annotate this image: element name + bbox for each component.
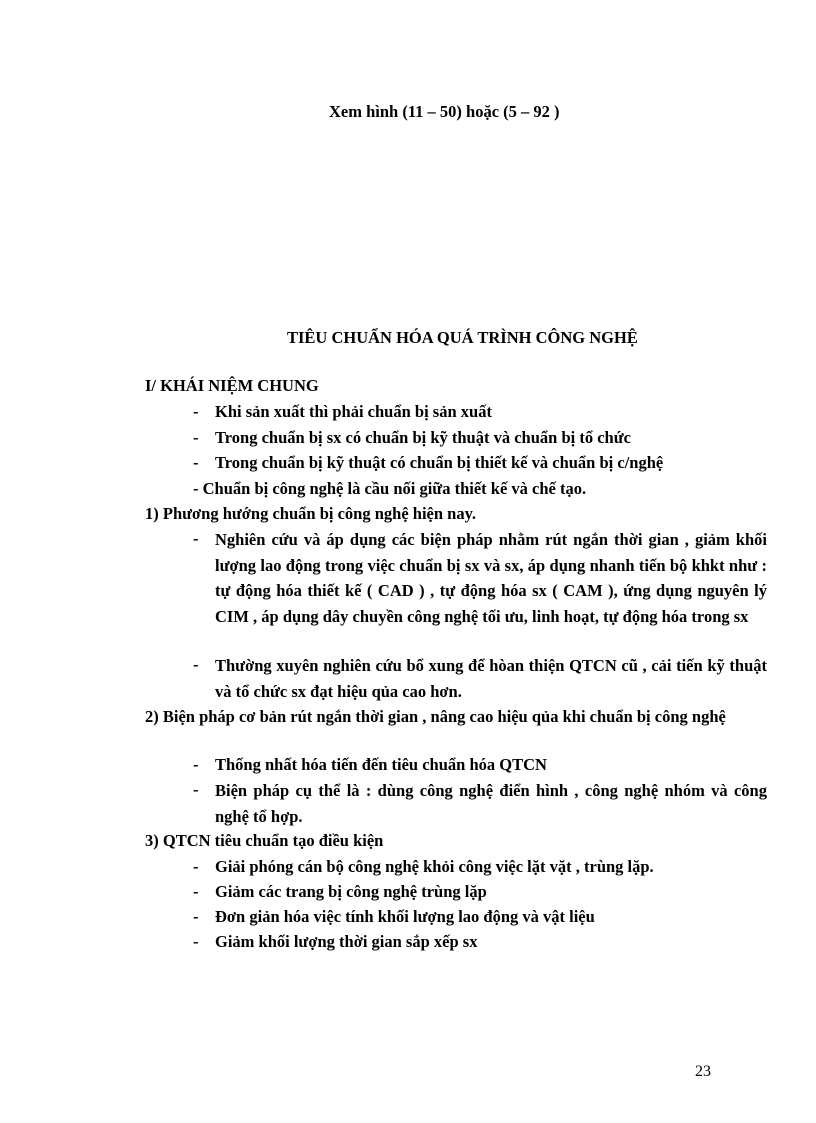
- list-item: Giảm khối lượng thời gian sắp xếp sx: [215, 932, 478, 951]
- list-item: Trong chuẩn bị sx có chuẩn bị kỹ thuật và chuẩn bị tổ chức: [215, 428, 631, 447]
- bullet-dash: -: [193, 428, 199, 447]
- list-item: Biện pháp cụ thể là : dùng công nghệ điển hình , công nghệ nhóm và công nghệ tổ hợp.: [215, 781, 767, 826]
- bullet-dash: -: [193, 882, 199, 901]
- bullet-dash: -: [193, 655, 199, 674]
- bullet-dash: -: [193, 755, 199, 774]
- page-number: 23: [695, 1063, 711, 1080]
- numbered-heading: [145, 704, 767, 730]
- list-item: Giải phóng cán bộ công nghệ khỏi công việc lặt vặt , trùng lặp.: [215, 857, 654, 876]
- list-item: - Chuẩn bị công nghệ là cầu nối giữa thiết kế và chế tạo.: [193, 479, 587, 498]
- bullet-dash: -: [193, 402, 199, 421]
- section-heading: I/ KHÁI NIỆM CHUNG: [145, 376, 319, 395]
- list-item: Giảm các trang bị công nghệ trùng lặp: [215, 882, 487, 901]
- bullet-dash: -: [193, 932, 199, 951]
- numbered-heading: 1) Phương hướng chuẩn bị công nghệ hiện nay.: [145, 504, 477, 523]
- numbered-heading: 3) QTCN tiêu chuẩn tạo điều kiện: [145, 831, 384, 850]
- page-title: TIÊU CHUẨN HÓA QUÁ TRÌNH CÔNG NGHỆ: [287, 328, 638, 347]
- bullet-dash: -: [193, 857, 199, 876]
- bullet-dash: -: [193, 453, 199, 472]
- numbered-heading-text: 2) Biện pháp cơ bản rút ngắn thời gian , nâng cao hiệu qủa khi chuẩn bị công nghệ: [145, 707, 726, 726]
- list-item: Thường xuyên nghiên cứu bổ xung để hòan thiện QTCN cũ , cải tiến kỹ thuật và tổ chức sx đạt hiệu qủa cao hơn.: [215, 656, 767, 701]
- list-item: Trong chuẩn bị kỹ thuật có chuẩn bị thiết kế và chuẩn bị c/nghệ: [215, 453, 664, 472]
- list-item: Nghiên cứu và áp dụng các biện pháp nhằm rút ngắn thời gian , giảm khối lượng lao động trong việc chuẩn bị sx và sx, áp dụng nhanh tiến bộ khkt như : tự động hóa thiết kế ( CAD ) , tự động hóa sx ( CAM ), ứng dụng nguyên lý CIM , áp dụng dây chuyền công nghệ tối ưu, linh hoạt, tự động hóa trong sx: [215, 530, 767, 626]
- bullet-dash: -: [193, 907, 199, 926]
- bullet-dash: -: [193, 529, 199, 548]
- list-item: Thống nhất hóa tiến đến tiêu chuẩn hóa QTCN: [215, 755, 547, 774]
- figure-reference: Xem hình (11 – 50) hoặc (5 – 92 ): [329, 102, 560, 121]
- list-item: Khi sản xuất thì phải chuẩn bị sản xuất: [215, 402, 492, 421]
- list-item: Đơn giản hóa việc tính khối lượng lao động và vật liệu: [215, 907, 595, 926]
- bullet-dash: -: [193, 780, 199, 799]
